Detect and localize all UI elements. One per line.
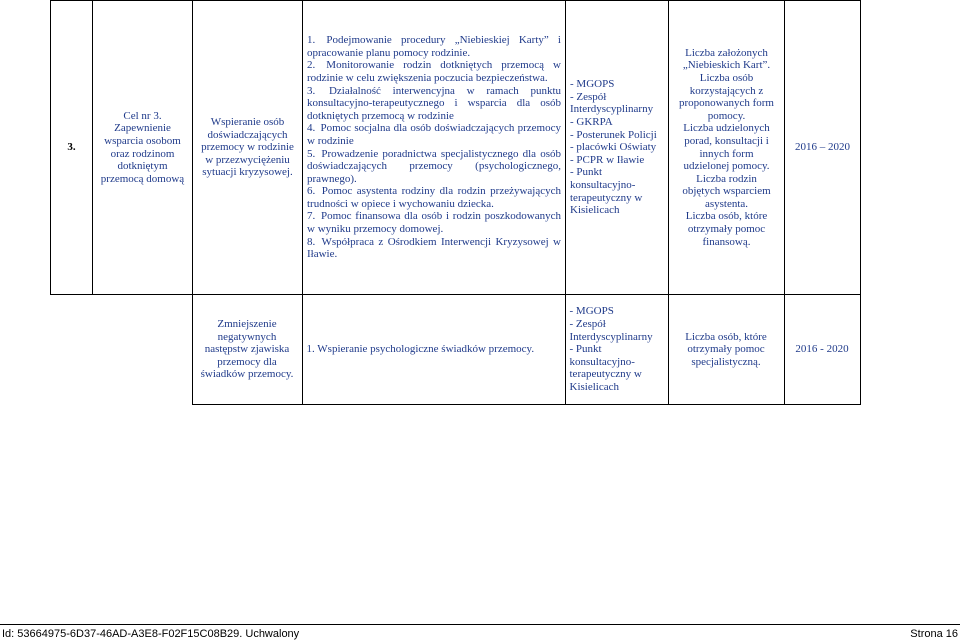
partner-line: - Punkt xyxy=(569,343,602,356)
partners-cell-2 xyxy=(565,295,668,405)
page-number: Strona 16 xyxy=(910,628,958,640)
program-table-row-3b xyxy=(50,294,861,405)
task-text: Prowadzenie poradnictwa specjalistycznego dla osób doświadczających przemocy (psychologicznego, prawnego). xyxy=(307,147,561,185)
task-item xyxy=(307,210,561,235)
indicator-line: Liczba osób, które xyxy=(685,330,767,343)
partner-line: - placówki Oświaty xyxy=(570,141,657,154)
task-item xyxy=(307,185,561,210)
period-cell-2: 2016 - 2020 xyxy=(784,295,860,405)
document-id: Id: 53664975-6D37-46AD-A3E8-F02F15C08B29. Uchwalony xyxy=(2,628,300,640)
partner-line: - Zespół xyxy=(569,318,606,331)
partner-line: Interdyscyplinarny xyxy=(570,103,654,116)
indicators-list-2 xyxy=(673,331,780,369)
indicator-line: Liczba udzielonych xyxy=(683,122,770,135)
indicator-line: finansową. xyxy=(702,235,751,248)
indicator-line: porad, konsultacji i xyxy=(684,134,769,147)
task-number: 2. xyxy=(307,59,316,72)
task-item xyxy=(307,34,561,59)
task-text: Podejmowanie procedury „Niebieskiej Karty” i opracowanie planu pomocy rodzinie. xyxy=(307,34,561,59)
task-text: Monitorowanie rodzin dotkniętych przemocą w rodzinie w celu zwiększenia poczucia bezpieczeństwa. xyxy=(307,59,561,84)
task-text: Pomoc asystenta rodziny dla rodzin przeżywających trudności w opiece i wychowaniu dziecka. xyxy=(307,185,561,210)
partner-line: - MGOPS xyxy=(569,305,614,318)
action-cell-2: Zmniejszenie negatywnych następstw zjawiska przemocy dla świadków przemocy. xyxy=(192,295,302,405)
indicator-line: Liczba założonych xyxy=(685,46,768,59)
task-number: 4. xyxy=(307,122,316,135)
task-item xyxy=(307,148,561,186)
partner-line: - Punkt xyxy=(570,166,603,179)
task-item xyxy=(307,122,561,147)
task-text: Pomoc finansowa dla osób i rodzin poszkodowanych w wyniku przemocy domowej. xyxy=(307,210,561,236)
indicator-line: udzielonej pomocy. xyxy=(683,160,770,173)
partner-line: - GKRPA xyxy=(570,116,613,129)
partner-line: terapeutyczny w xyxy=(570,191,643,204)
tasks-cell xyxy=(303,1,566,295)
task-number: 8. xyxy=(307,235,316,248)
task-text: Współpraca z Ośrodkiem Interwencji Kryzysowej w Iławie. xyxy=(307,235,561,261)
indicator-line: „Niebieskich Kart”. xyxy=(682,59,771,72)
program-table-row-3 xyxy=(50,0,861,295)
indicator-line: specjalistyczną. xyxy=(691,355,761,368)
indicator-line: objętych wsparciem xyxy=(682,185,771,198)
indicator-line: proponowanych form xyxy=(678,97,774,110)
partners-list xyxy=(570,78,664,217)
indicator-line: otrzymały pomoc xyxy=(687,343,765,356)
partner-line: terapeutyczny w xyxy=(569,368,642,381)
task-number: 5. xyxy=(307,147,316,160)
indicator-line: otrzymały pomoc xyxy=(687,223,766,236)
partner-line: konsultacyjno- xyxy=(569,355,635,368)
tasks-list xyxy=(307,34,561,261)
indicator-line: innych form xyxy=(699,147,754,160)
task-number: 3. xyxy=(307,84,316,97)
indicators-cell xyxy=(669,1,785,295)
indicators-cell-2 xyxy=(668,295,784,405)
task-item xyxy=(307,85,561,123)
task-number: 7. xyxy=(307,210,316,223)
task-cell-2: 1. Wspieranie psychologiczne świadków przemocy. xyxy=(302,295,565,405)
task-number: 1. xyxy=(307,34,316,47)
partner-line: - PCPR w Iławie xyxy=(570,153,645,166)
empty-cell xyxy=(50,295,92,405)
row-number: 3. xyxy=(51,1,93,295)
task-item xyxy=(307,236,561,261)
empty-goal-cell xyxy=(92,295,192,405)
partner-line: - Posterunek Policji xyxy=(570,128,657,141)
partner-line: konsultacyjno- xyxy=(570,178,636,191)
indicator-line: pomocy. xyxy=(707,109,746,122)
indicator-line: korzystających z xyxy=(689,84,764,97)
partner-line: Kisielicach xyxy=(569,380,619,393)
footer-divider xyxy=(0,624,960,625)
task-number: 6. xyxy=(307,185,316,198)
partners-cell xyxy=(566,1,669,295)
indicator-line: asystenta. xyxy=(704,197,749,210)
goal-text: Cel nr 3. Zapewnienie wsparcia osobom oraz rodzinom dotkniętym przemocą domową xyxy=(100,109,185,185)
indicator-line: Liczba osób xyxy=(699,71,754,84)
task-item xyxy=(307,59,561,84)
task-text: Działalność interwencyjna w ramach punktu konsultacyjno-terapeutycznego i wsparcia dla osób dotkniętych przemocą w rodzinie xyxy=(307,84,561,122)
partners-list-2 xyxy=(570,305,664,393)
partner-line: - MGOPS xyxy=(570,78,615,91)
task-text: Pomoc socjalna dla osób doświadczających przemocy w rodzinie xyxy=(307,122,561,147)
partner-line: - Zespół xyxy=(570,90,607,103)
indicators-list xyxy=(673,47,780,249)
period-cell: 2016 – 2020 xyxy=(785,1,861,295)
indicator-line: Liczba osób, które xyxy=(685,210,768,223)
action-cell: Wspieranie osób doświadczających przemocy w rodzinie w przezwyciężeniu sytuacji kryzysowej. xyxy=(193,1,303,295)
indicator-line: Liczba rodzin xyxy=(696,172,757,185)
partner-line: Interdyscyplinarny xyxy=(569,330,653,343)
partner-line: Kisielicach xyxy=(570,204,620,217)
goal-cell xyxy=(93,1,193,295)
